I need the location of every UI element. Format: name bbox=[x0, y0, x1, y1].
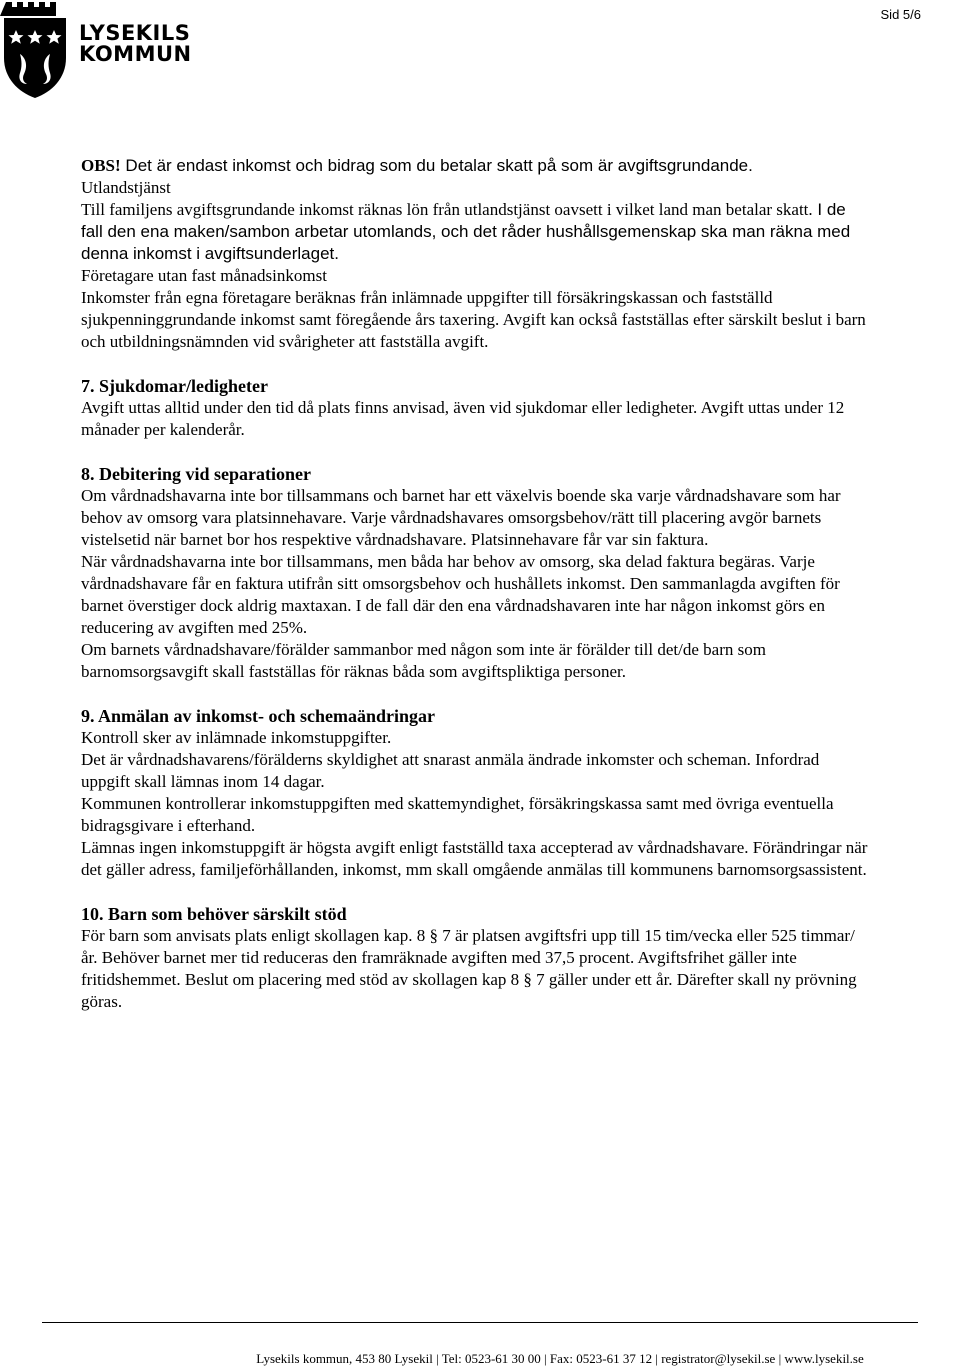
footer-divider bbox=[42, 1322, 918, 1323]
footer-contact-text: Lysekils kommun, 453 80 Lysekil | Tel: 0523-61 30 00 | Fax: 0523-61 37 12 | registrator@lysekil.se | www.lysekil.se bbox=[256, 1351, 864, 1366]
utlandstjanst-text-a: Till familjens avgiftsgrundande inkomst räknas lön från utlandstjänst oavsett i vilket land man betalar skatt. bbox=[81, 200, 813, 219]
section-8-paragraph-1: Om vårdnadshavarna inte bor tillsammans och barnet har ett växelvis boende ska varje vårdnadshavare som har behov av omsorg vara platsinnehavare. Varje vårdnadshavares omsorgsbehov/rätt till placering avgör barnets vistelsetid när barnet bor hos respektive vårdnadshavare. Platsinnehavare får var sin faktura. bbox=[81, 486, 841, 549]
obs-label: OBS! bbox=[81, 156, 121, 175]
logo-line-1: LYSEKILS bbox=[79, 21, 191, 45]
section-9-heading: 9. Anmälan av inkomst- och schemaändringar bbox=[81, 706, 436, 726]
municipality-logo bbox=[0, 0, 200, 110]
section-10-paragraph-1: För barn som anvisats plats enligt skollagen kap. 8 § 7 är platsen avgiftsfri upp till 15 tim/vecka eller 525 timmar/år. Behöver barnet mer tid reduceras den framräknade avgiften med 37,5 procent. Avgiftsfrihet gäller inte fritidshemmet. Beslut om placering med stöd av skollagen kap 8 § 7 gäller under ett år. Därefter skall ny prövning göras. bbox=[81, 926, 857, 1011]
section-8-heading: 8. Debitering vid separationer bbox=[81, 464, 311, 484]
coat-of-arms-icon bbox=[0, 0, 70, 102]
logo-line-2: KOMMUN bbox=[79, 42, 192, 66]
section-9-paragraph-3: Kommunen kontrollerar inkomstuppgiften med skattemyndighet, försäkringskassa samt med övriga eventuella bidragsgivare i efterhand. bbox=[81, 794, 834, 835]
utlandstjanst-text-b: I de fall den ena maken/sambon arbetar utomlands, och det råder hushållsgemenskap ska man räkna med denna inkomst i avgiftsunderlaget. bbox=[81, 200, 851, 263]
page-number: Sid 5/6 bbox=[880, 7, 921, 22]
section-8 bbox=[81, 463, 871, 683]
section-9 bbox=[81, 705, 871, 881]
section-8-paragraph-2: När vårdnadshavarna inte bor tillsammans, men båda har behov av omsorg, ska delad faktura begäras. Varje vårdnadshavare får en faktura utifrån sitt omsorgsbehov och hushållets inkomst. Den sammanlagda avgiften för barnet överstiger dock aldrig maxtaxan. I de fall där den ena vårdnadshavaren inte har någon inkomst görs en reducering av avgiften med 25%. bbox=[81, 552, 840, 637]
section-7-paragraph-1: Avgift uttas alltid under den tid då plats finns anvisad, även vid sjukdomar eller ledigheter. Avgift uttas under 12 månader per kalenderår. bbox=[81, 398, 845, 439]
section-7-heading: 7. Sjukdomar/ledigheter bbox=[81, 376, 268, 396]
section-9-paragraph-4: Lämnas ingen inkomstuppgift är högsta avgift enligt fastställd taxa accepterad av vårdnadshavare. Förändringar när det gäller adress, familjeförhållanden, inkomst, mm skall omgående anmälas till kommunens barnomsorgsassistent. bbox=[81, 838, 868, 879]
section-10-heading: 10. Barn som behöver särskilt stöd bbox=[81, 904, 347, 924]
section-9-paragraph-1: Kontroll sker av inlämnade inkomstuppgifter. bbox=[81, 728, 392, 747]
section-9-paragraph-2: Det är vårdnadshavarens/förälderns skyldighet att snarast anmäla ändrade inkomster och scheman. Infordrad uppgift skall lämnas inom 14 dagar. bbox=[81, 750, 820, 791]
section-8-paragraph-3: Om barnets vårdnadshavare/förälder sammanbor med någon som inte är förälder till det/de barn som barnomsorgsavgift skall fastställas för räknas båda som avgiftspliktiga personer. bbox=[81, 640, 766, 681]
obs-paragraph bbox=[81, 155, 871, 177]
foretagare-text: Inkomster från egna företagare beräknas från inlämnade uppgifter till försäkringskassan och fastställd sjukpenninggrundande inkomst samt föregående års taxering. Avgift kan också fastställas efter särskilt beslut i barn och utbildningsnämnden vid svårigheter att fastställa avgift. bbox=[81, 288, 866, 351]
logo-text bbox=[79, 23, 192, 65]
section-10 bbox=[81, 903, 871, 1013]
footer bbox=[0, 1351, 960, 1367]
foretagare-title: Företagare utan fast månadsinkomst bbox=[81, 266, 327, 285]
obs-text: Det är endast inkomst och bidrag som du betalar skatt på som är avgiftsgrundande. bbox=[120, 156, 753, 175]
document-body bbox=[81, 155, 871, 1013]
utlandstjanst-text bbox=[81, 199, 871, 265]
section-7 bbox=[81, 375, 871, 441]
utlandstjanst-title: Utlandstjänst bbox=[81, 178, 171, 197]
